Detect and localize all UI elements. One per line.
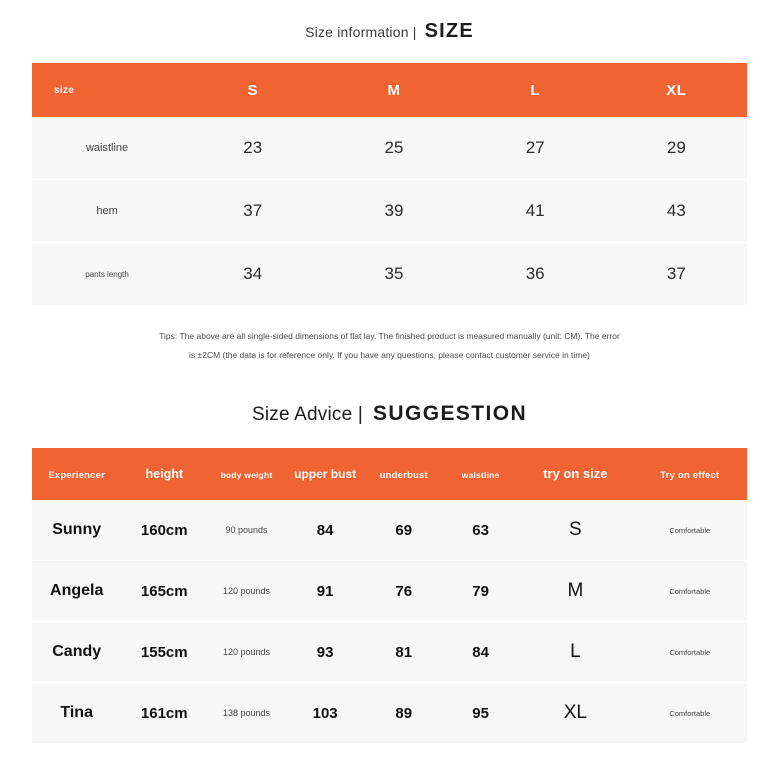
advice-header-try-on-effect-text: Try on effect <box>660 470 720 482</box>
size-header-xl: XL <box>606 63 747 117</box>
size-waistline-l: 27 <box>465 117 606 180</box>
size-waistline-s: 23 <box>182 117 323 180</box>
size-header-l: L <box>465 63 606 117</box>
tips-line-2: is ±2CM (the data is for reference only. If you have any questions, please contact customer service in time) <box>189 349 590 360</box>
table-header-row <box>32 63 747 117</box>
size-heading-label: Size information | <box>305 24 417 40</box>
size-row-label-waistline: waistline <box>32 117 182 180</box>
advice-height-4: 161cm <box>121 683 207 744</box>
size-hem-m: 39 <box>323 180 464 243</box>
advice-weight-1: 90 pounds <box>207 500 286 561</box>
size-table-body <box>32 117 747 305</box>
advice-weight-3: 120 pounds <box>207 622 286 683</box>
advice-height-1: 160cm <box>121 500 207 561</box>
advice-underbust-1: 69 <box>364 500 443 561</box>
size-row-label-pants-length: pants length <box>32 243 182 306</box>
size-hem-xl: 43 <box>606 180 747 243</box>
advice-upper-bust-2: 91 <box>286 561 365 622</box>
advice-header-upper-bust-text: upper bust <box>294 467 357 482</box>
advice-table-header <box>32 448 747 500</box>
advice-header-try-on-size <box>518 448 632 500</box>
advice-table-body <box>32 500 747 743</box>
advice-effect-1: Comfortable <box>633 500 747 561</box>
size-waistline-m: 25 <box>323 117 464 180</box>
advice-header-experiencer-text: Experiencer <box>48 470 105 482</box>
advice-heading-label: Size Advice | <box>251 404 363 426</box>
advice-name-2: Angela <box>32 561 121 622</box>
advice-height-3: 155cm <box>121 622 207 683</box>
advice-header-body-weight <box>207 448 286 500</box>
advice-header-waistline-text: waistline <box>461 470 500 481</box>
size-header-size: size <box>32 63 182 117</box>
size-heading-title: SIZE <box>424 20 474 42</box>
size-pants-length-l: 36 <box>465 243 606 306</box>
size-table-header <box>32 63 747 117</box>
table-row <box>32 180 747 243</box>
advice-header-waistline <box>443 448 518 500</box>
advice-underbust-2: 76 <box>364 561 443 622</box>
size-header-s: S <box>182 63 323 117</box>
advice-underbust-3: 81 <box>364 622 443 683</box>
advice-underbust-4: 89 <box>364 683 443 744</box>
advice-header-upper-bust <box>286 448 365 500</box>
advice-height-2: 165cm <box>121 561 207 622</box>
size-row-label-hem: hem <box>32 180 182 243</box>
table-row <box>32 243 747 306</box>
size-information-heading <box>0 0 779 43</box>
advice-weight-4: 138 pounds <box>207 683 286 744</box>
advice-header-height <box>121 448 207 500</box>
size-advice-table <box>32 448 747 743</box>
advice-header-body-weight-text: body weight <box>220 470 273 481</box>
table-row <box>32 561 747 622</box>
size-table <box>32 63 747 305</box>
table-header-row <box>32 448 747 500</box>
size-hem-s: 37 <box>182 180 323 243</box>
size-header-m: M <box>323 63 464 117</box>
advice-upper-bust-1: 84 <box>286 500 365 561</box>
advice-size-1: S <box>518 500 632 561</box>
advice-upper-bust-3: 93 <box>286 622 365 683</box>
advice-header-height-text: height <box>145 467 184 482</box>
size-waistline-xl: 29 <box>606 117 747 180</box>
advice-heading-title: SUGGESTION <box>373 402 528 426</box>
advice-effect-3: Comfortable <box>633 622 747 683</box>
advice-weight-2: 120 pounds <box>207 561 286 622</box>
advice-name-4: Tina <box>32 683 121 744</box>
size-table-wrapper <box>32 63 747 305</box>
measurement-tips <box>0 327 779 364</box>
advice-waistline-3: 84 <box>443 622 518 683</box>
size-pants-length-s: 34 <box>182 243 323 306</box>
advice-waistline-4: 95 <box>443 683 518 744</box>
advice-header-try-on-size-text: try on size <box>543 466 608 482</box>
advice-header-experiencer <box>32 448 121 500</box>
advice-name-1: Sunny <box>32 500 121 561</box>
advice-waistline-1: 63 <box>443 500 518 561</box>
advice-header-try-on-effect <box>633 448 747 500</box>
advice-size-4: XL <box>518 683 632 744</box>
advice-table-wrapper <box>32 448 747 743</box>
size-pants-length-m: 35 <box>323 243 464 306</box>
advice-name-3: Candy <box>32 622 121 683</box>
table-row <box>32 117 747 180</box>
size-hem-l: 41 <box>465 180 606 243</box>
table-row <box>32 500 747 561</box>
advice-waistline-2: 79 <box>443 561 518 622</box>
table-row <box>32 683 747 744</box>
advice-size-2: M <box>518 561 632 622</box>
advice-header-underbust-text: underbust <box>379 470 428 482</box>
size-pants-length-xl: 37 <box>606 243 747 306</box>
advice-effect-2: Comfortable <box>633 561 747 622</box>
advice-upper-bust-4: 103 <box>286 683 365 744</box>
size-advice-heading <box>0 402 779 426</box>
table-row <box>32 622 747 683</box>
tips-line-1: Tips: The above are all single-sided dimensions of flat lay. The finished product is measured manually (unit: CM). The error <box>159 331 620 341</box>
advice-size-3: L <box>518 622 632 683</box>
advice-effect-4: Comfortable <box>633 683 747 744</box>
advice-header-underbust <box>364 448 443 500</box>
